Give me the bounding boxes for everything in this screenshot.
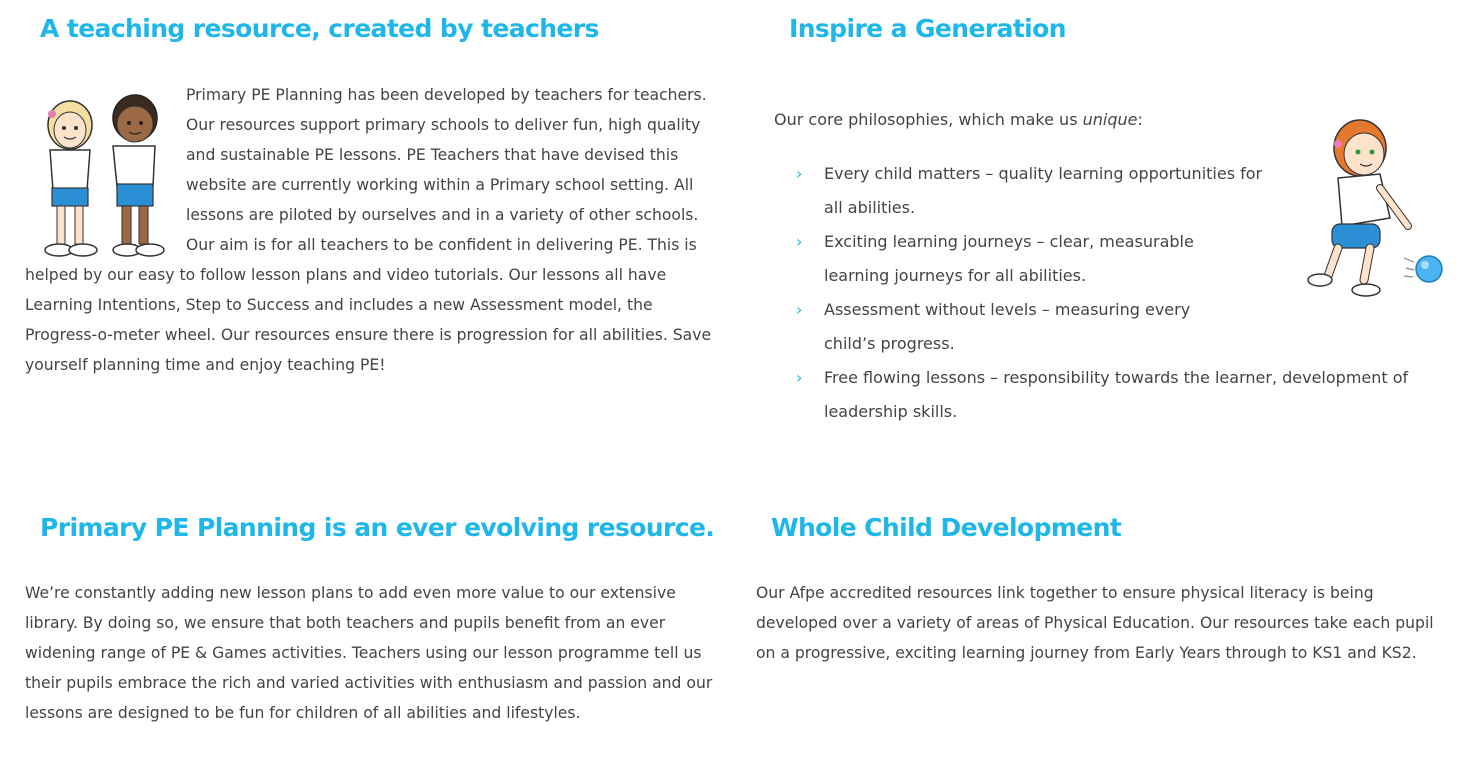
section-body: Our Afpe accredited resources link together to ensure physical literacy is being developed over a variety of areas of Physical Education. Our resources take each pupil on a progressive, exciting learning journey from Early Years through to KS1 and KS2. xyxy=(756,584,1434,662)
list-item-text: Assessment without levels – measuring every child’s progress. xyxy=(824,300,1191,353)
section-body-container xyxy=(25,80,715,380)
list-item-text: Free flowing lessons – responsibility towards the learner, development of leadership skills. xyxy=(824,368,1409,421)
section-heading: Inspire a Generation xyxy=(789,14,1066,43)
section-heading: Whole Child Development xyxy=(771,513,1122,542)
list-item xyxy=(788,361,1438,429)
chevron-right-icon: › xyxy=(796,368,803,387)
section-heading: A teaching resource, created by teachers xyxy=(40,14,599,43)
girl-rolling-ball-illustration xyxy=(1280,108,1450,298)
list-item-text: Every child matters – quality learning opportunities for all abilities. xyxy=(824,164,1263,217)
intro-text xyxy=(774,105,1143,135)
chevron-right-icon: › xyxy=(796,164,803,183)
list-item-text: Exciting learning journeys – clear, measurable learning journeys for all abilities. xyxy=(824,232,1194,285)
two-children-illustration xyxy=(25,80,186,260)
chevron-right-icon: › xyxy=(796,232,803,251)
intro-emphasis: unique xyxy=(1082,110,1138,129)
intro-suffix: : xyxy=(1137,110,1143,129)
intro-prefix: Our core philosophies, which make us xyxy=(774,110,1083,129)
section-body: Primary PE Planning has been developed by teachers for teachers. Our resources support primary schools to deliver fun, high quality and sustainable PE lessons. PE Teachers that have devised this website are currently working within a Primary school setting. All lessons are piloted by ourselves and in a variety of other schools. Our aim is for all teachers to be confident in delivering PE. This is helped by our easy to follow lesson plans and video tutorials. Our lessons all have Learning Intentions, Step to Success and includes a new Assessment model, the Progress-o-meter wheel. Our resources ensure there is progression for all abilities. Save yourself planning time and enjoy teaching PE! xyxy=(25,86,712,374)
list-item xyxy=(788,293,1438,361)
chevron-right-icon: › xyxy=(796,300,803,319)
section-body: We’re constantly adding new lesson plans to add even more value to our extensive library. By doing so, we ensure that both teachers and pupils benefit from an ever widening range of PE & Games activities. Teachers using our lesson programme tell us their pupils embrace the rich and varied activities with enthusiasm and passion and our lessons are designed to be fun for children of all abilities and lifestyles. xyxy=(25,584,713,722)
section-heading: Primary PE Planning is an ever evolving resource. xyxy=(40,513,715,542)
